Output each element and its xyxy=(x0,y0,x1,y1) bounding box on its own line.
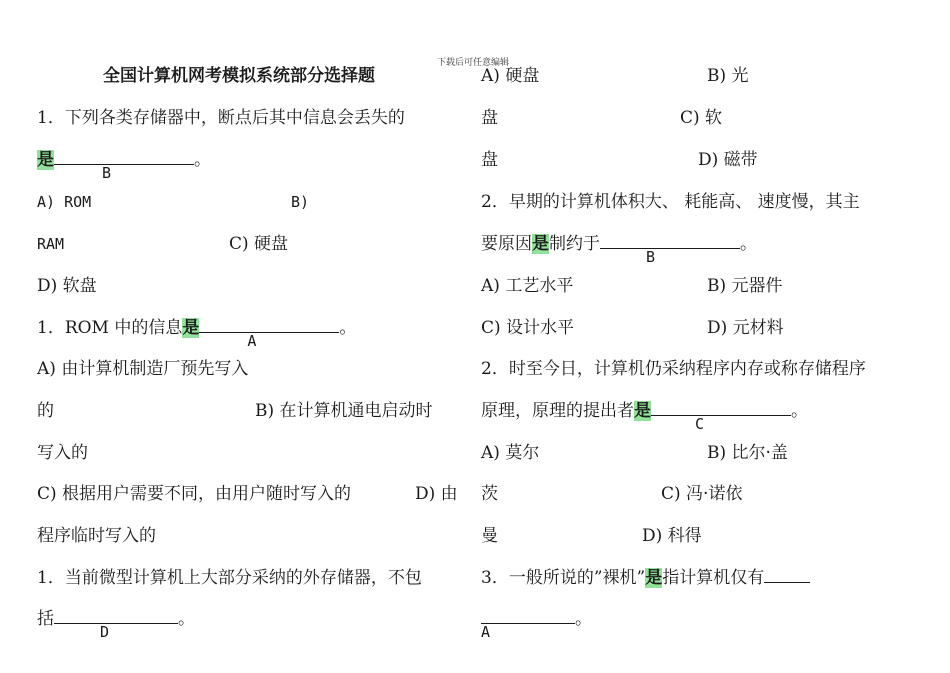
answer-letter: D xyxy=(100,623,110,641)
q5-answer-line xyxy=(481,401,808,433)
answer-letter: B xyxy=(102,164,112,182)
q4-answer-line xyxy=(481,234,757,266)
q3-cont: 括 xyxy=(37,609,54,629)
q5-option-d: D) 科得 xyxy=(642,526,702,546)
q5-option-b: B) 比尔·盖 xyxy=(707,443,788,463)
answer-blank xyxy=(54,623,178,641)
q6-prefix: 3．一般所说的”裸机” xyxy=(481,568,646,588)
q1-option-c: C) 硬盘 xyxy=(229,234,289,254)
q5-option-c: C) 冯·诺依 xyxy=(661,484,743,504)
q1-answer-line xyxy=(37,150,211,182)
q4-prefix: 要原因 xyxy=(481,234,532,254)
r-q1-option-b: B) 光 xyxy=(707,66,749,86)
q5-prefix: 原理，原理的提出者 xyxy=(481,401,634,421)
answer-blank xyxy=(54,164,194,182)
answer-letter: B xyxy=(646,248,656,266)
q4-option-d: D) 元材料 xyxy=(707,318,784,338)
highlight-word: 是 xyxy=(37,150,54,170)
r-q1-option-c-cont: 盘 xyxy=(481,150,498,170)
answer-letter: A xyxy=(247,332,257,350)
q4-suffix: 制约于 xyxy=(549,234,600,254)
q5-option-b-cont: 茨 xyxy=(481,484,498,504)
header-note: 下载后可任意编辑 xyxy=(437,58,510,68)
q1-option-d: D) 软盘 xyxy=(37,276,97,296)
highlight-word: 是 xyxy=(182,318,200,338)
q2-option-b: B) 在计算机通电启动时 xyxy=(255,401,433,421)
period: 。 xyxy=(575,609,592,629)
answer-blank-start xyxy=(764,582,810,583)
q6-suffix: 指计算机仅有 xyxy=(662,568,765,588)
q2-option-a: A) 由计算机制造厂预先写入 xyxy=(37,359,249,379)
r-q1-option-c: C) 软 xyxy=(680,108,723,128)
answer-blank xyxy=(600,248,740,266)
q5-option-c-cont: 曼 xyxy=(481,526,498,546)
r-q1-option-a: A) 硬盘 xyxy=(481,66,540,86)
q2-option-a-cont: 的 xyxy=(37,401,54,421)
q6-answer-line xyxy=(481,609,592,641)
period: 。 xyxy=(339,318,357,338)
q1-option-a: A) ROM xyxy=(37,193,92,211)
q1-option-b-cont: RAM xyxy=(37,235,65,253)
period: 。 xyxy=(194,150,211,170)
q5-option-a: A) 莫尔 xyxy=(481,443,540,463)
highlight-word: 是 xyxy=(645,568,663,588)
q1-text: 1．下列各类存储器中，断点后其中信息会丢失的 xyxy=(37,108,405,128)
q5-text: 2．时至今日，计算机仍采纳程序内存或称存储程序 xyxy=(481,359,866,379)
q4-text: 2．早期的计算机体积大、 耗能高、 速度慢，其主 xyxy=(481,192,860,212)
q2-question-line xyxy=(37,318,357,350)
q4-option-a: A) 工艺水平 xyxy=(481,276,574,296)
period: 。 xyxy=(178,609,195,629)
period: 。 xyxy=(740,234,757,254)
q4-option-c: C) 设计水平 xyxy=(481,318,575,338)
q6-question-line xyxy=(481,568,810,588)
answer-blank xyxy=(481,623,575,641)
r-q1-option-d: D) 磁带 xyxy=(698,150,758,170)
q3-text: 1．当前微型计算机上大部分采纳的外存储器，不包 xyxy=(37,568,422,588)
q3-answer-line xyxy=(37,609,195,641)
q4-option-b: B) 元器件 xyxy=(707,276,783,296)
q2-option-d-cont: 程序临时写入的 xyxy=(37,526,156,546)
highlight-word: 是 xyxy=(634,401,651,421)
q1-option-b: B) xyxy=(291,193,310,211)
answer-letter: A xyxy=(481,623,491,641)
q2-option-d: D) 由 xyxy=(415,484,458,504)
q2-option-c: C) 根据用户需要不同，由用户随时写入的 xyxy=(37,484,352,504)
q2-prefix: 1．ROM 中的信息 xyxy=(37,318,183,338)
period: 。 xyxy=(791,401,808,421)
answer-letter: C xyxy=(695,415,705,433)
answer-blank xyxy=(651,415,791,433)
answer-blank xyxy=(199,332,339,350)
r-q1-option-b-cont: 盘 xyxy=(481,108,498,128)
q2-option-b-cont: 写入的 xyxy=(37,443,88,463)
highlight-word: 是 xyxy=(532,234,549,254)
document-title: 全国计算机网考模拟系统部分选择题 xyxy=(103,66,375,86)
